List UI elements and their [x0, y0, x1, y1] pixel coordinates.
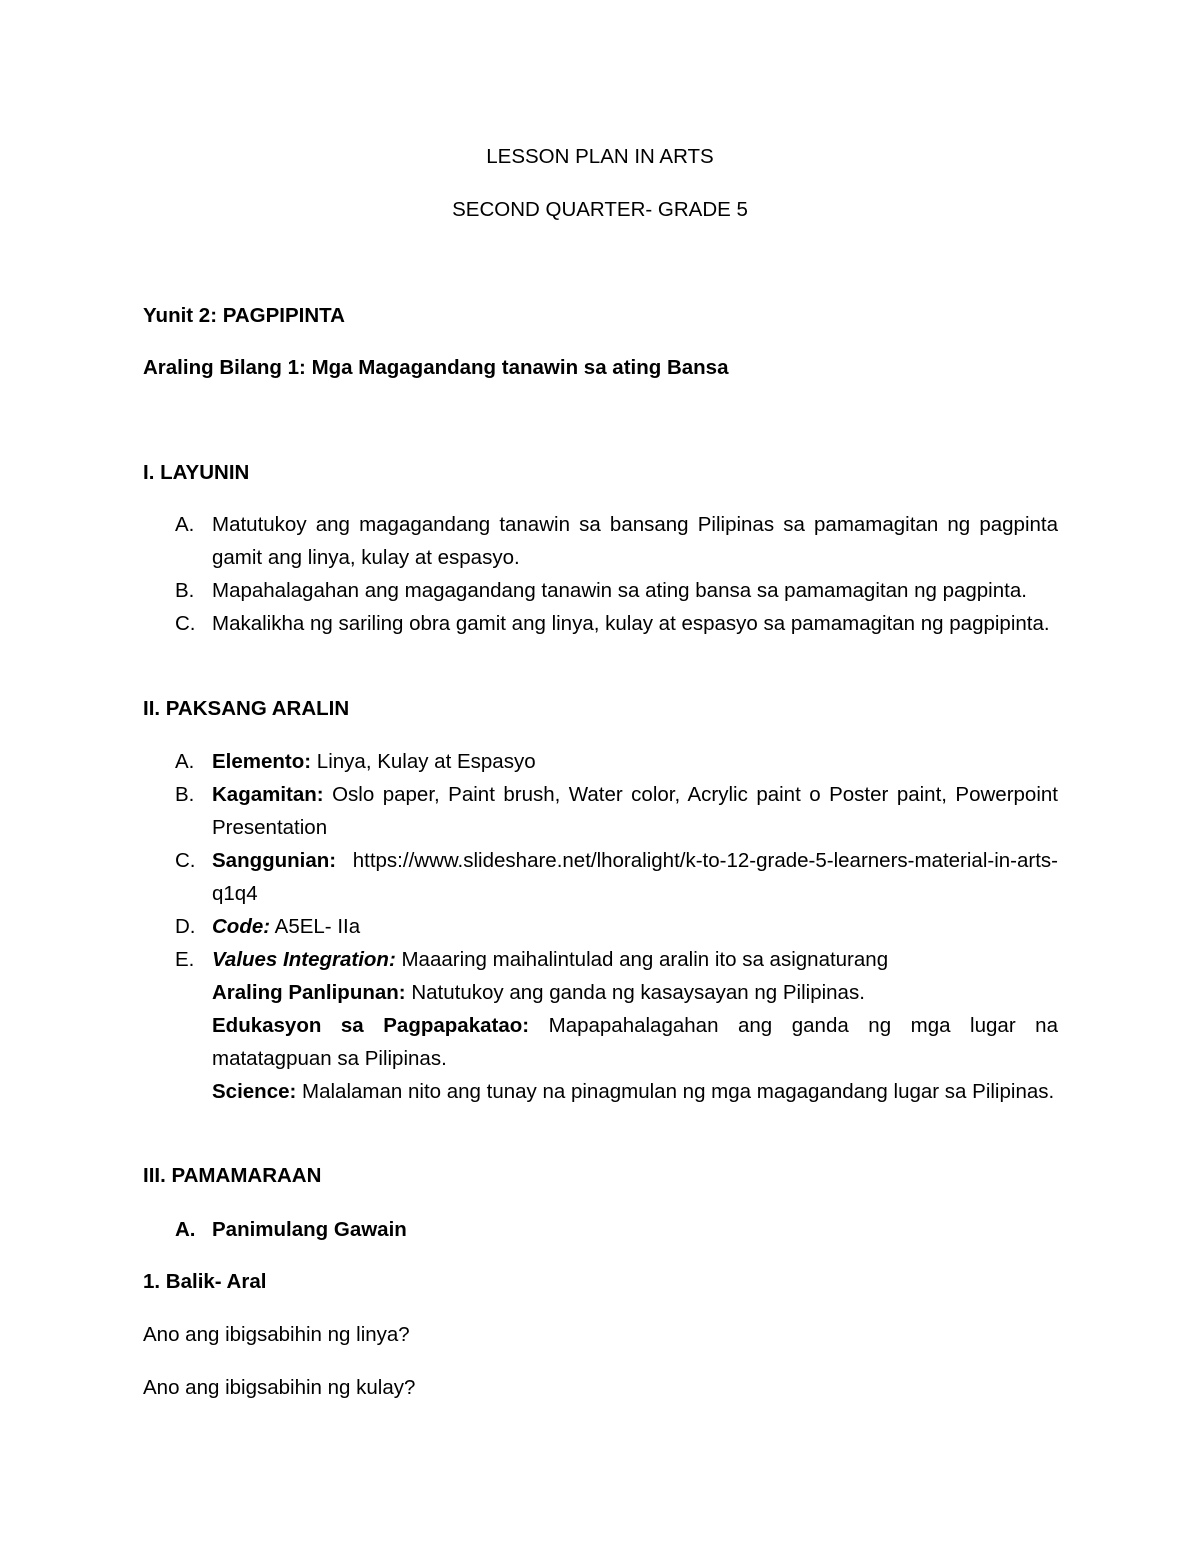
objective-text: Makalikha ng sariling obra gamit ang linya, kulay at espasyo sa pamamagitan ng pagpipinta. [212, 612, 1050, 635]
sub-label: Science: [212, 1080, 297, 1103]
list-marker: D. [175, 915, 196, 938]
item-label: Sanggunian: [212, 849, 337, 872]
review-step-heading: 1. Balik- Aral [143, 1270, 267, 1293]
list-marker: C. [175, 612, 196, 635]
objective-item [175, 508, 1058, 574]
sub-text: Mapapahalagahan ang ganda ng mga lugar na matatagpuan sa Pilipinas. [212, 1014, 1058, 1070]
list-marker: B. [175, 579, 195, 602]
reference-link[interactable]: https://www.slideshare.net/lhoralight/k-to-12-grade-5-learners-material-in-arts-q1q4 [212, 849, 1058, 905]
procedure-sub-item [175, 1213, 1058, 1246]
list-marker: A. [175, 750, 195, 773]
list-marker: B. [175, 783, 195, 806]
document-title: LESSON PLAN IN ARTS [486, 145, 714, 168]
unit-heading: Yunit 2: PAGPIPINTA [143, 304, 345, 327]
item-text: Maaaring maihalintulad ang aralin ito sa asignaturang [395, 948, 889, 971]
item-label: Code: [212, 915, 271, 938]
item-label: Kagamitan: [212, 783, 324, 806]
item-text: Linya, Kulay at Espasyo [311, 750, 536, 773]
lesson-heading: Araling Bilang 1: Mga Magagandang tanawin sa ating Bansa [143, 356, 729, 379]
objective-text: Mapahalagahan ang magagandang tanawin sa ating bansa sa pamamagitan ng pagpinta. [212, 579, 1027, 602]
document-subtitle: SECOND QUARTER- GRADE 5 [452, 198, 748, 221]
procedure-sub-heading: Panimulang Gawain [212, 1218, 407, 1241]
subject-item [175, 778, 1058, 844]
objective-item [175, 607, 1058, 640]
list-marker: E. [175, 948, 195, 971]
values-sub-item [212, 976, 1058, 1009]
sub-text: Natutukoy ang ganda ng kasaysayan ng Pilipinas. [405, 981, 865, 1004]
subject-item [175, 844, 1058, 910]
list-marker: C. [175, 849, 196, 872]
item-text: A5EL- IIa [270, 915, 361, 938]
subject-item [175, 745, 1058, 778]
objective-item [175, 574, 1058, 607]
objective-text: Matutukoy ang magagandang tanawin sa bansang Pilipinas sa pamamagitan ng pagpinta gamit ang linya, kulay at espasyo. [212, 513, 1058, 569]
item-label: Elemento: [212, 750, 312, 773]
values-sub-item [212, 1009, 1058, 1075]
sub-text: Malalaman nito ang tunay na pinagmulan ng mga magagandang lugar sa Pilipinas. [296, 1080, 1055, 1103]
review-question: Ano ang ibigsabihin ng linya? [143, 1323, 410, 1346]
item-label: Values Integration: [212, 948, 396, 971]
subject-matter-heading: II. PAKSANG ARALIN [143, 697, 350, 720]
sub-label: Araling Panlipunan: [212, 981, 406, 1004]
procedure-heading: III. PAMAMARAAN [143, 1164, 322, 1187]
item-text: Oslo paper, Paint brush, Water color, Acrylic paint o Poster paint, Powerpoint Presentation [212, 783, 1058, 839]
list-marker: A. [175, 1218, 196, 1241]
objectives-heading: I. LAYUNIN [143, 461, 250, 484]
values-sub-item [212, 1075, 1058, 1108]
subject-item [175, 910, 1058, 943]
sub-label: Edukasyon sa Pagpapakatao: [212, 1014, 530, 1037]
subject-item [175, 943, 1058, 1108]
list-marker: A. [175, 513, 195, 536]
review-question: Ano ang ibigsabihin ng kulay? [143, 1376, 416, 1399]
